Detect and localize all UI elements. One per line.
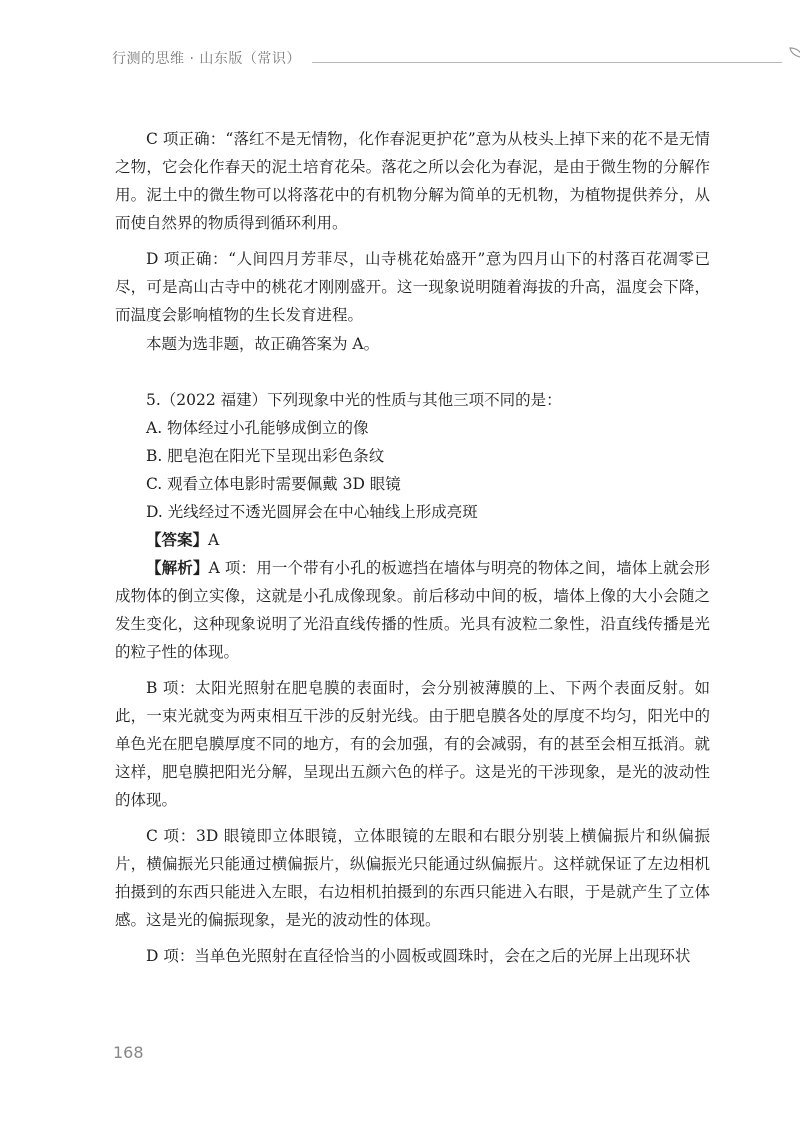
book-title: 行测的思维 · 山东版（常识）	[112, 51, 301, 67]
analysis-a-text: A 项：用一个带有小孔的板遮挡在墙体与明亮的物体之间，墙体上就会形成物体的倒立实像，这就是小孔成像现象。前后移动中间的板，墙体上像的大小会随之发生变化，这种现象说明了光沿直线传播的性质。光具有波粒二象性，沿直线传播是光的粒子性的体现。	[115, 559, 710, 661]
analysis-c: C 项：3D 眼镜即立体眼镜，立体眼镜的左眼和右眼分别装上横偏振片和纵偏振片，横偏振光只能通过横偏振片，纵偏振光只能通过纵偏振片。这样就保证了左边相机拍摄到的东西只能进入左眼，右边相机拍摄到的东西只能进入右眼，于是就产生了立体感。这是光的偏振现象，是光的波动性的体现。	[115, 827, 710, 929]
analysis-a	[115, 554, 710, 666]
analysis-d: D 项：当单色光照射在直径恰当的小圆板或圆珠时，会在之后的光屏上出现环状	[146, 947, 691, 965]
option-c: C. 观看立体电影时需要佩戴 3D 眼镜	[146, 475, 401, 493]
option-a: A. 物体经过小孔能够成倒立的像	[146, 419, 369, 437]
page-number: 168	[113, 1043, 144, 1062]
analysis-label: 【解析】	[146, 558, 209, 577]
question-stem: 5.（2022 福建）下列现象中光的性质与其他三项不同的是：	[146, 391, 562, 409]
option-c-explanation: C 项正确：“落红不是无情物，化作春泥更护花”意为从枝头上掉下来的花不是无情之物，它会化作春天的泥土培育花朵。落花之所以会化为春泥，是由于微生物的分解作用。泥土中的微生物可以将落花中的有机物分解为简单的无机物，为植物提供养分，从而使自然界的物质得到循环利用。	[115, 130, 710, 232]
conclusion-paragraph: 本题为选非题，故正确答案为 A。	[146, 335, 380, 353]
sprout-icon	[784, 46, 800, 72]
option-d-explanation: D 项正确：“人间四月芳菲尽，山寺桃花始盛开”意为四月山下的村落百花凋零已尽，可是高山古寺中的桃花才刚刚盛开。这一现象说明随着海拔的升高，温度会下降，而温度会影响植物的生长发育进程。	[115, 250, 710, 324]
header-divider	[312, 62, 782, 63]
answer-label: 【答案】	[146, 530, 209, 549]
option-d: D. 光线经过不透光圆屏会在中心轴线上形成亮斑	[146, 503, 478, 521]
option-b: B. 肥皂泡在阳光下呈现出彩色条纹	[146, 447, 385, 465]
analysis-b: B 项：太阳光照射在肥皂膜的表面时，会分别被薄膜的上、下两个表面反射。如此，一束光就变为两束相互干涉的反射光线。由于肥皂膜各处的厚度不均匀，阳光中的单色光在肥皂膜厚度不同的地方，有的会加强，有的会减弱，有的甚至会相互抵消。就这样，肥皂膜把阳光分解，呈现出五颜六色的样子。这是光的干涉现象，是光的波动性的体现。	[115, 679, 710, 809]
page-body	[115, 125, 710, 970]
answer-line	[115, 526, 710, 554]
answer-value: A	[208, 531, 220, 549]
running-header	[112, 46, 712, 74]
